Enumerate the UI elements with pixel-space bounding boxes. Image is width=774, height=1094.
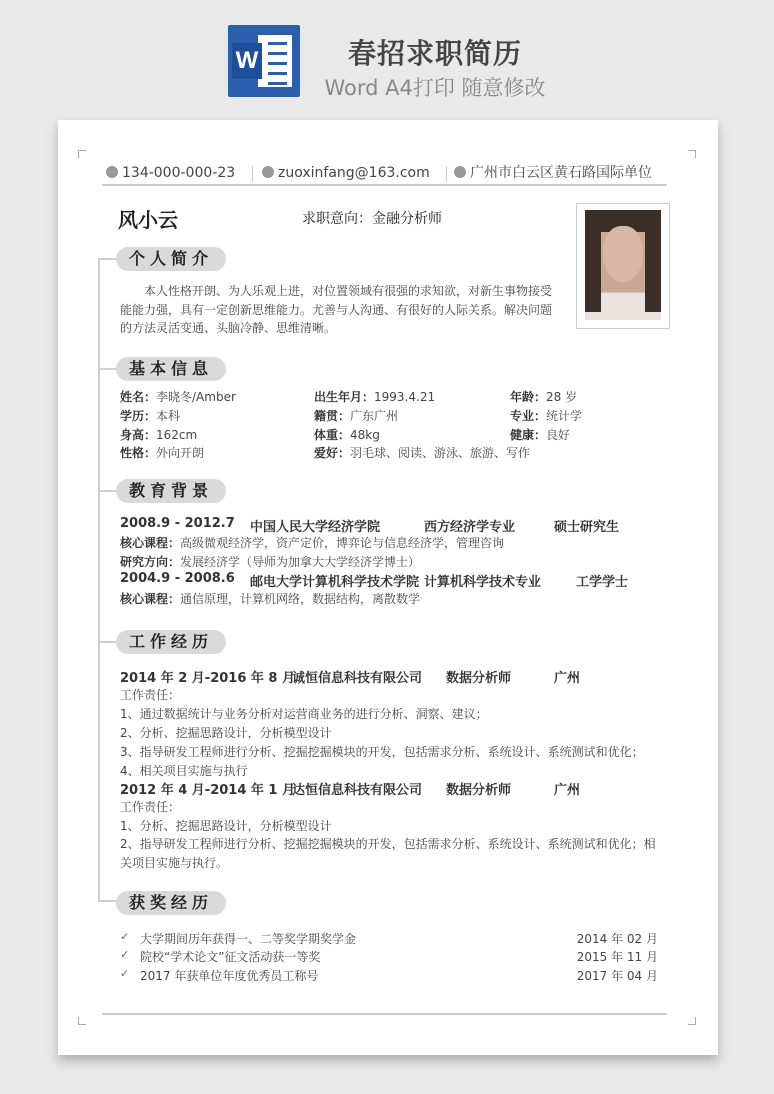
word-icon <box>228 25 300 97</box>
address-text: 广州市白云区黄石路国际单位 <box>470 165 652 181</box>
work2-company: 达恒信息科技有限公司 <box>292 783 423 798</box>
banner-title: 春招求职简历 <box>347 37 522 70</box>
work2-city: 广州 <box>554 783 581 798</box>
award-text: 2017 年获单位年度优秀员工称号 <box>140 969 319 983</box>
award-item <box>120 967 658 985</box>
edu1-degree: 硕士研究生 <box>554 520 620 535</box>
award-date: 2015 年 11 月 <box>576 950 658 964</box>
check-icon: ✓ <box>120 967 130 980</box>
phone-icon <box>106 166 118 178</box>
job-intent: 求职意向：金融分析师 <box>302 211 442 227</box>
award-text: 大学期间历年获得一、二等奖学期奖学金 <box>140 932 357 946</box>
edu2-major: 计算机科学技术专业 <box>424 575 542 590</box>
work2-period: 2012 年 4 月-2014 年 1 月 <box>120 783 296 798</box>
section-work: 工作经历 <box>116 630 226 654</box>
work1-role: 数据分析师 <box>446 671 512 686</box>
check-icon: ✓ <box>120 948 130 961</box>
work1-period: 2014 年 2 月-2016 年 8 月 <box>120 671 296 686</box>
contact-bar <box>102 164 667 186</box>
work2-item: 2、指导研发工程师进行分析、挖掘挖掘模块的开发，包括需求分析、系统设计、系统测试和优化；相关项目实施与执行。 <box>120 837 656 870</box>
mail-icon <box>262 166 274 178</box>
contact-email <box>262 164 430 184</box>
contact-phone <box>106 164 235 184</box>
section-basic: 基本信息 <box>116 357 226 381</box>
location-icon <box>454 166 466 178</box>
edu1-period: 2008.9 - 2012.7 <box>120 516 235 531</box>
edu1-research: 研究方向：发展经济学（导师为加拿大大学经济学博士） <box>120 555 421 569</box>
corner-mark <box>688 150 696 158</box>
edu2-period: 2004.9 - 2008.6 <box>120 571 235 586</box>
watermark <box>541 480 561 504</box>
award-text: 院校“学术论文”征文活动获一等奖 <box>140 950 321 964</box>
info-height: 身高：162cm <box>120 428 198 442</box>
work1-company: 诚恒信息科技有限公司 <box>292 671 423 686</box>
candidate-name: 风小云 <box>118 208 178 232</box>
profile-photo <box>576 203 670 329</box>
edu1-courses: 核心课程：高级微观经济学，资产定价，博弈论与信息经济学，管理咨询 <box>120 536 505 550</box>
edu2-courses: 核心课程：通信原理，计算机网络，数据结构，离散数学 <box>120 592 421 606</box>
section-profile: 个人简介 <box>116 247 226 271</box>
award-item <box>120 948 658 966</box>
word-letter: W <box>232 43 262 79</box>
info-name: 姓名：李晓冬/Amber <box>120 390 236 404</box>
corner-mark <box>688 1017 696 1025</box>
work2-item: 1、分析、挖掘思路设计，分析模型设计 <box>120 819 332 833</box>
info-hometown: 籍贯：广东广州 <box>314 409 399 423</box>
resume-page <box>58 120 718 1055</box>
award-date: 2017 年 04 月 <box>576 969 658 983</box>
check-icon: ✓ <box>120 930 130 943</box>
work1-duty-label: 工作责任： <box>120 688 181 702</box>
work2-role: 数据分析师 <box>446 783 512 798</box>
info-education: 学历：本科 <box>120 409 181 423</box>
award-date: 2014 年 02 月 <box>576 932 658 946</box>
phone-text: 134-000-000-23 <box>122 165 236 181</box>
edu2-school: 邮电大学计算机科学技术学院 <box>250 575 420 590</box>
work1-item: 4、相关项目实施与执行 <box>120 764 248 778</box>
info-age: 年龄：28 岁 <box>510 390 578 404</box>
work1-item: 2、分析、挖掘思路设计，分析模型设计 <box>120 726 332 740</box>
email-text: zuoxinfang@163.com <box>278 165 430 181</box>
work2-duty-label: 工作责任： <box>120 800 181 814</box>
edu1-school: 中国人民大学经济学院 <box>250 520 381 535</box>
work1-item: 3、指导研发工程师进行分析、挖掘挖掘模块的开发，包括需求分析、系统设计、系统测试和优化； <box>120 745 644 759</box>
info-personality: 性格：外向开朗 <box>120 446 205 460</box>
corner-mark <box>78 150 86 158</box>
edu1-major: 西方经济学专业 <box>424 520 516 535</box>
footer-divider <box>102 1013 667 1015</box>
info-major: 专业：统计学 <box>510 409 583 423</box>
section-awards: 获奖经历 <box>116 891 226 915</box>
info-birth: 出生年月：1993.4.21 <box>314 390 436 404</box>
contact-address <box>454 164 652 184</box>
info-weight: 体重：48kg <box>314 428 380 442</box>
banner-subtitle: Word A4打印 随意修改 <box>324 76 546 100</box>
work1-city: 广州 <box>554 671 581 686</box>
info-hobbies: 爱好：羽毛球、阅读、游泳、旅游、写作 <box>314 446 531 460</box>
edu2-degree: 工学学士 <box>576 575 629 590</box>
banner <box>0 0 774 110</box>
work1-item: 1、通过数据统计与业务分析对运营商业务的进行分析、洞察、建议； <box>120 707 488 721</box>
info-health: 健康：良好 <box>510 428 571 442</box>
section-education: 教育背景 <box>116 479 226 503</box>
profile-text: 本人性格开朗、为人乐观上进，对位置领域有很强的求知欲，对新生事物接受能能力强，具有一定创新思维能力。尤善与人沟通、有很好的人际关系。解决问题的方法灵活变通、头脑冷静、思维清晰。 <box>120 284 553 335</box>
corner-mark <box>78 1017 86 1025</box>
award-item <box>120 930 658 948</box>
timeline-line <box>98 258 100 900</box>
